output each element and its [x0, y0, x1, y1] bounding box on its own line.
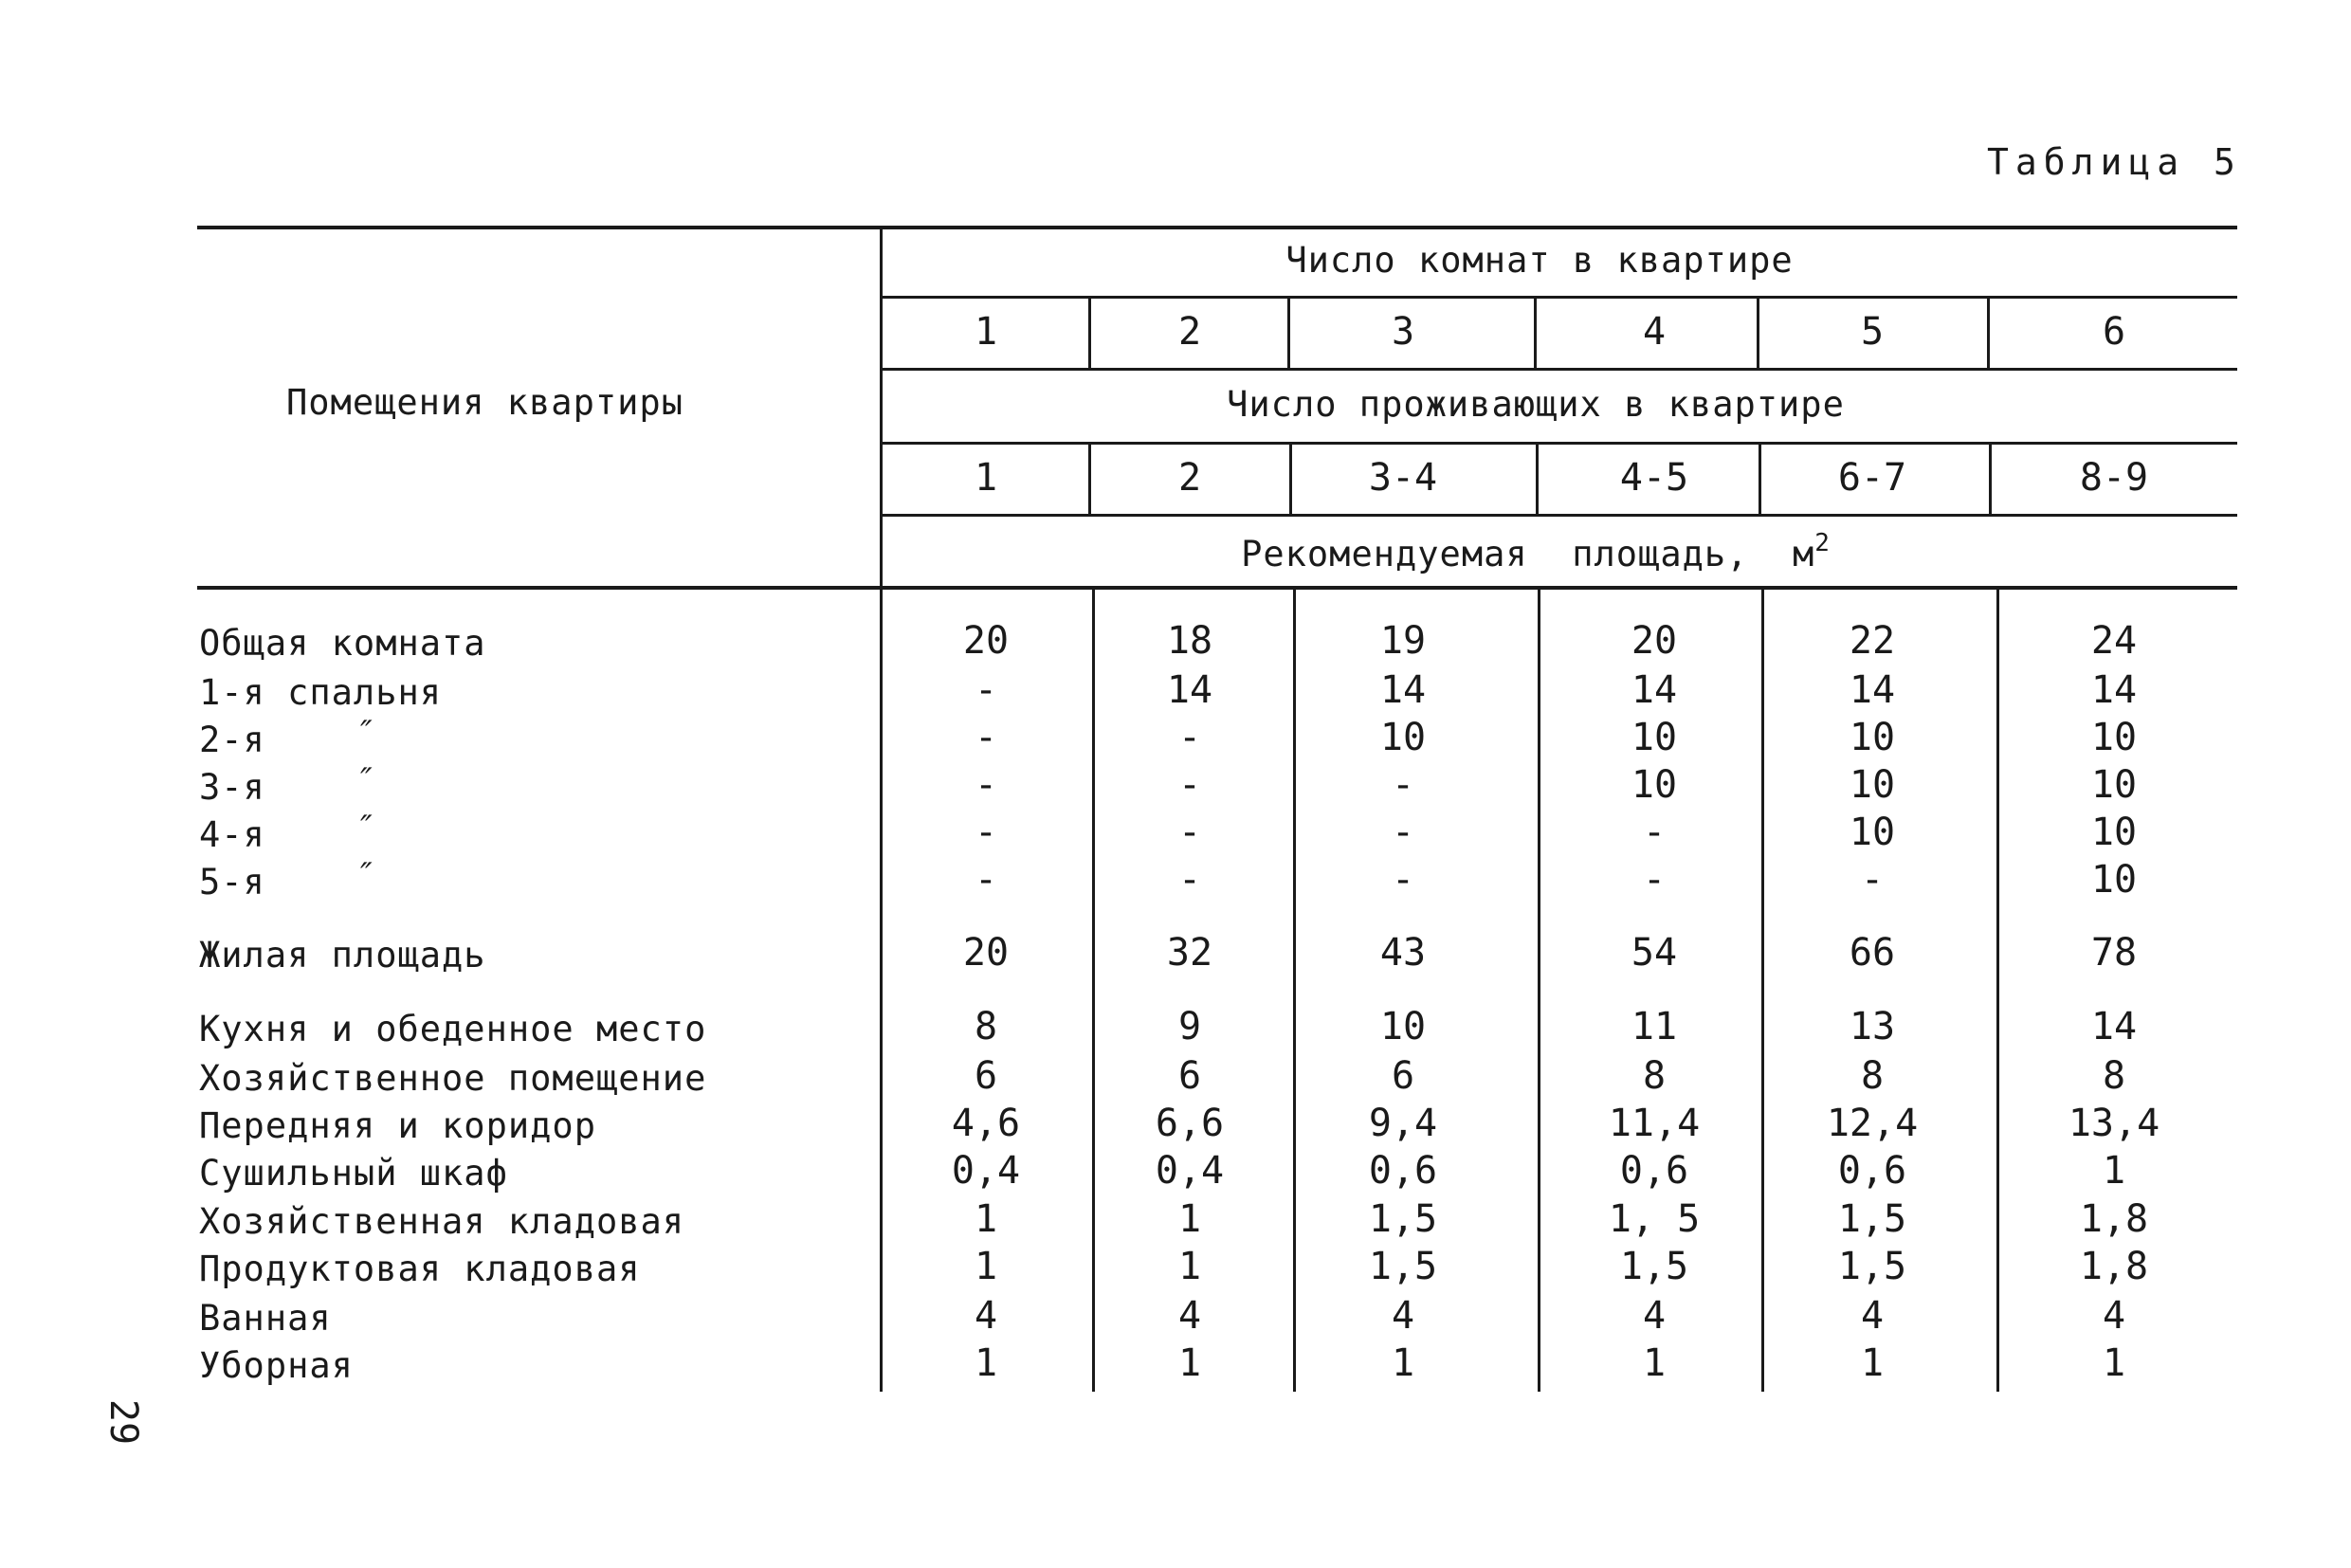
residents-count-cell: 6-7 — [1837, 456, 1907, 500]
table-cell: 1,5 — [1837, 1197, 1907, 1241]
row-label: Уборная — [199, 1345, 354, 1386]
table-cell: 12,4 — [1826, 1102, 1919, 1145]
table-cell: 20 — [1631, 619, 1678, 663]
table-cell: - — [974, 811, 998, 854]
table-cell: 1 — [2102, 1341, 2126, 1385]
table-cell: 4 — [974, 1294, 998, 1338]
table-cell: 9 — [1177, 1005, 1202, 1048]
row-label: Хозяйственная кладовая — [199, 1201, 685, 1242]
ditto-mark: ″ — [360, 714, 373, 752]
row-label: 2-я — [199, 720, 265, 760]
table-cell: 1,5 — [1619, 1245, 1689, 1288]
residents-divider — [1289, 443, 1292, 515]
table-cell: - — [1391, 811, 1415, 854]
table-cell: 22 — [1849, 619, 1896, 663]
table-cell: - — [1177, 811, 1202, 854]
rooms-divider — [1088, 297, 1091, 369]
table-cell: 19 — [1379, 619, 1427, 663]
row-label: 1-я спальня — [199, 672, 443, 713]
rooms-count-cell: 5 — [1860, 310, 1885, 354]
residents-count-cell: 1 — [974, 456, 998, 500]
header-rule-4 — [882, 514, 2237, 517]
rooms-count-cell: 6 — [2102, 310, 2126, 354]
table-cell: 54 — [1631, 931, 1678, 975]
table-cell: 8 — [1860, 1054, 1885, 1098]
residents-count-cell: 2 — [1177, 456, 1202, 500]
residents-count-cell: 3-4 — [1368, 456, 1438, 500]
table-cell: 4,6 — [951, 1102, 1021, 1145]
rooms-count-cell: 2 — [1177, 310, 1202, 354]
table-cell: 1,5 — [1837, 1245, 1907, 1288]
table-cell: 6 — [1391, 1054, 1415, 1098]
area-unit-superscript: 2 — [1814, 529, 1831, 557]
table-cell: 10 — [1849, 716, 1896, 759]
rooms-divider — [1534, 297, 1537, 369]
table-cell: 1 — [1391, 1341, 1415, 1385]
rooms-count-cell: 1 — [974, 310, 998, 354]
table-cell: 20 — [962, 619, 1010, 663]
residents-divider — [1759, 443, 1761, 515]
residents-group-header: Число проживающих в квартире — [1227, 384, 1845, 425]
residents-divider — [1088, 443, 1091, 515]
table-cell: - — [1642, 811, 1667, 854]
row-label: Хозяйственное помещение — [199, 1058, 707, 1099]
table-cell: - — [974, 858, 998, 902]
table-cell: 4 — [2102, 1294, 2126, 1338]
table-cell: 43 — [1379, 931, 1427, 975]
residents-divider — [1989, 443, 1992, 515]
table-cell: - — [1177, 716, 1202, 759]
body-column-divider — [1996, 588, 1999, 1392]
table-cell: 14 — [2090, 668, 2138, 712]
table-cell: - — [974, 716, 998, 759]
table-cell: 24 — [2090, 619, 2138, 663]
residents-count-cell: 8-9 — [2079, 456, 2149, 500]
header-bottom-rule — [197, 586, 2237, 590]
page-number: 29 — [101, 1398, 146, 1446]
table-cell: 4 — [1860, 1294, 1885, 1338]
table-cell: 13 — [1849, 1005, 1896, 1048]
row-label: 3-я — [199, 767, 265, 808]
table-cell: 4 — [1177, 1294, 1202, 1338]
table-cell: 10 — [2090, 763, 2138, 807]
row-label: Продуктовая кладовая — [199, 1249, 641, 1289]
row-label: Кухня и обеденное место — [199, 1009, 707, 1049]
table-cell: 1 — [1860, 1341, 1885, 1385]
ditto-mark: ″ — [360, 761, 373, 799]
table-cell: - — [1177, 858, 1202, 902]
table-cell: 8 — [2102, 1054, 2126, 1098]
table-cell: 1,5 — [1368, 1197, 1438, 1241]
table-cell: 10 — [1631, 763, 1678, 807]
rooms-count-cell: 4 — [1642, 310, 1667, 354]
table-cell: 6 — [974, 1054, 998, 1098]
table-cell: 0,6 — [1619, 1149, 1689, 1193]
row-label: Общая комната — [199, 623, 486, 664]
table-cell: 11,4 — [1608, 1102, 1701, 1145]
table-cell: 1, 5 — [1608, 1197, 1701, 1241]
table-cell: 0,4 — [951, 1149, 1021, 1193]
body-column-divider — [1293, 588, 1296, 1392]
body-column-divider — [1761, 588, 1764, 1392]
table-cell: 10 — [1631, 716, 1678, 759]
table-cell: 0,6 — [1368, 1149, 1438, 1193]
table-cell: - — [1642, 858, 1667, 902]
table-cell: 20 — [962, 931, 1010, 975]
table-cell: - — [1391, 858, 1415, 902]
table-top-rule — [197, 226, 2237, 229]
table-cell: 14 — [1166, 668, 1213, 712]
table-cell: 10 — [2090, 858, 2138, 902]
table-cell: 8 — [1642, 1054, 1667, 1098]
rooms-group-header: Число комнат в квартире — [1285, 240, 1794, 281]
table-cell: 1 — [974, 1245, 998, 1288]
table-cell: 8 — [974, 1005, 998, 1048]
table-cell: 11 — [1631, 1005, 1678, 1048]
table-cell: 14 — [1631, 668, 1678, 712]
table-cell: - — [1391, 763, 1415, 807]
table-cell: 1,5 — [1368, 1245, 1438, 1288]
body-column-divider — [1538, 588, 1540, 1392]
table-cell: 10 — [1849, 763, 1896, 807]
residents-count-cell: 4-5 — [1619, 456, 1689, 500]
table-cell: - — [1177, 763, 1202, 807]
table-cell: 1 — [974, 1341, 998, 1385]
rooms-divider — [1757, 297, 1759, 369]
table-cell: 10 — [2090, 716, 2138, 759]
rooms-divider — [1987, 297, 1990, 369]
row-label: Сушильный шкаф — [199, 1153, 508, 1194]
residents-divider — [1536, 443, 1539, 515]
ditto-mark: ″ — [360, 856, 373, 894]
table-cell: 10 — [1849, 811, 1896, 854]
table-cell: 1 — [1177, 1197, 1202, 1241]
table-cell: 0,6 — [1837, 1149, 1907, 1193]
table-cell: 1,8 — [2079, 1197, 2149, 1241]
table-cell: 0,4 — [1155, 1149, 1225, 1193]
header-rule-2 — [882, 368, 2237, 371]
header-rule-3 — [882, 442, 2237, 445]
rooms-count-cell: 3 — [1391, 310, 1415, 354]
body-column-divider — [1092, 588, 1095, 1392]
row-label: 5-я — [199, 862, 265, 903]
table-cell: 1 — [974, 1197, 998, 1241]
table-cell: 6,6 — [1155, 1102, 1225, 1145]
table-cell: 18 — [1166, 619, 1213, 663]
table-cell: 1,8 — [2079, 1245, 2149, 1288]
table-cell: 14 — [2090, 1005, 2138, 1048]
rooms-divider — [1287, 297, 1290, 369]
table-cell: 14 — [1379, 668, 1427, 712]
table-cell: 78 — [2090, 931, 2138, 975]
table-cell: 1 — [1177, 1341, 1202, 1385]
table-cell: 13,4 — [2068, 1102, 2160, 1145]
table-cell: 10 — [1379, 1005, 1427, 1048]
table-cell: 14 — [1849, 668, 1896, 712]
table-title: Таблица 5 — [1987, 141, 2242, 183]
table-cell: 4 — [1642, 1294, 1667, 1338]
table-cell: 9,4 — [1368, 1102, 1438, 1145]
table-cell: 66 — [1849, 931, 1896, 975]
table-cell: 10 — [1379, 716, 1427, 759]
table-cell: 1 — [2102, 1149, 2126, 1193]
row-label: Передняя и коридор — [199, 1105, 596, 1146]
header-rule-1 — [882, 296, 2237, 299]
row-label: Ванная — [199, 1298, 332, 1339]
table-cell: 32 — [1166, 931, 1213, 975]
area-caption-text: Рекомендуемая площадь, м — [1241, 534, 1815, 574]
table-cell: - — [974, 763, 998, 807]
table-cell: 1 — [1642, 1341, 1667, 1385]
table-cell: - — [1860, 858, 1885, 902]
table-cell: 10 — [2090, 811, 2138, 854]
ditto-mark: ″ — [360, 809, 373, 847]
table-cell: - — [974, 668, 998, 712]
table-cell: 4 — [1391, 1294, 1415, 1338]
row-label-header: Помещения квартиры — [286, 382, 683, 423]
area-caption — [1241, 531, 1831, 572]
row-label: 4-я — [199, 814, 265, 855]
table-cell: 1 — [1177, 1245, 1202, 1288]
row-label: Жилая площадь — [199, 935, 486, 975]
label-column-divider — [880, 226, 883, 1392]
table-cell: 6 — [1177, 1054, 1202, 1098]
